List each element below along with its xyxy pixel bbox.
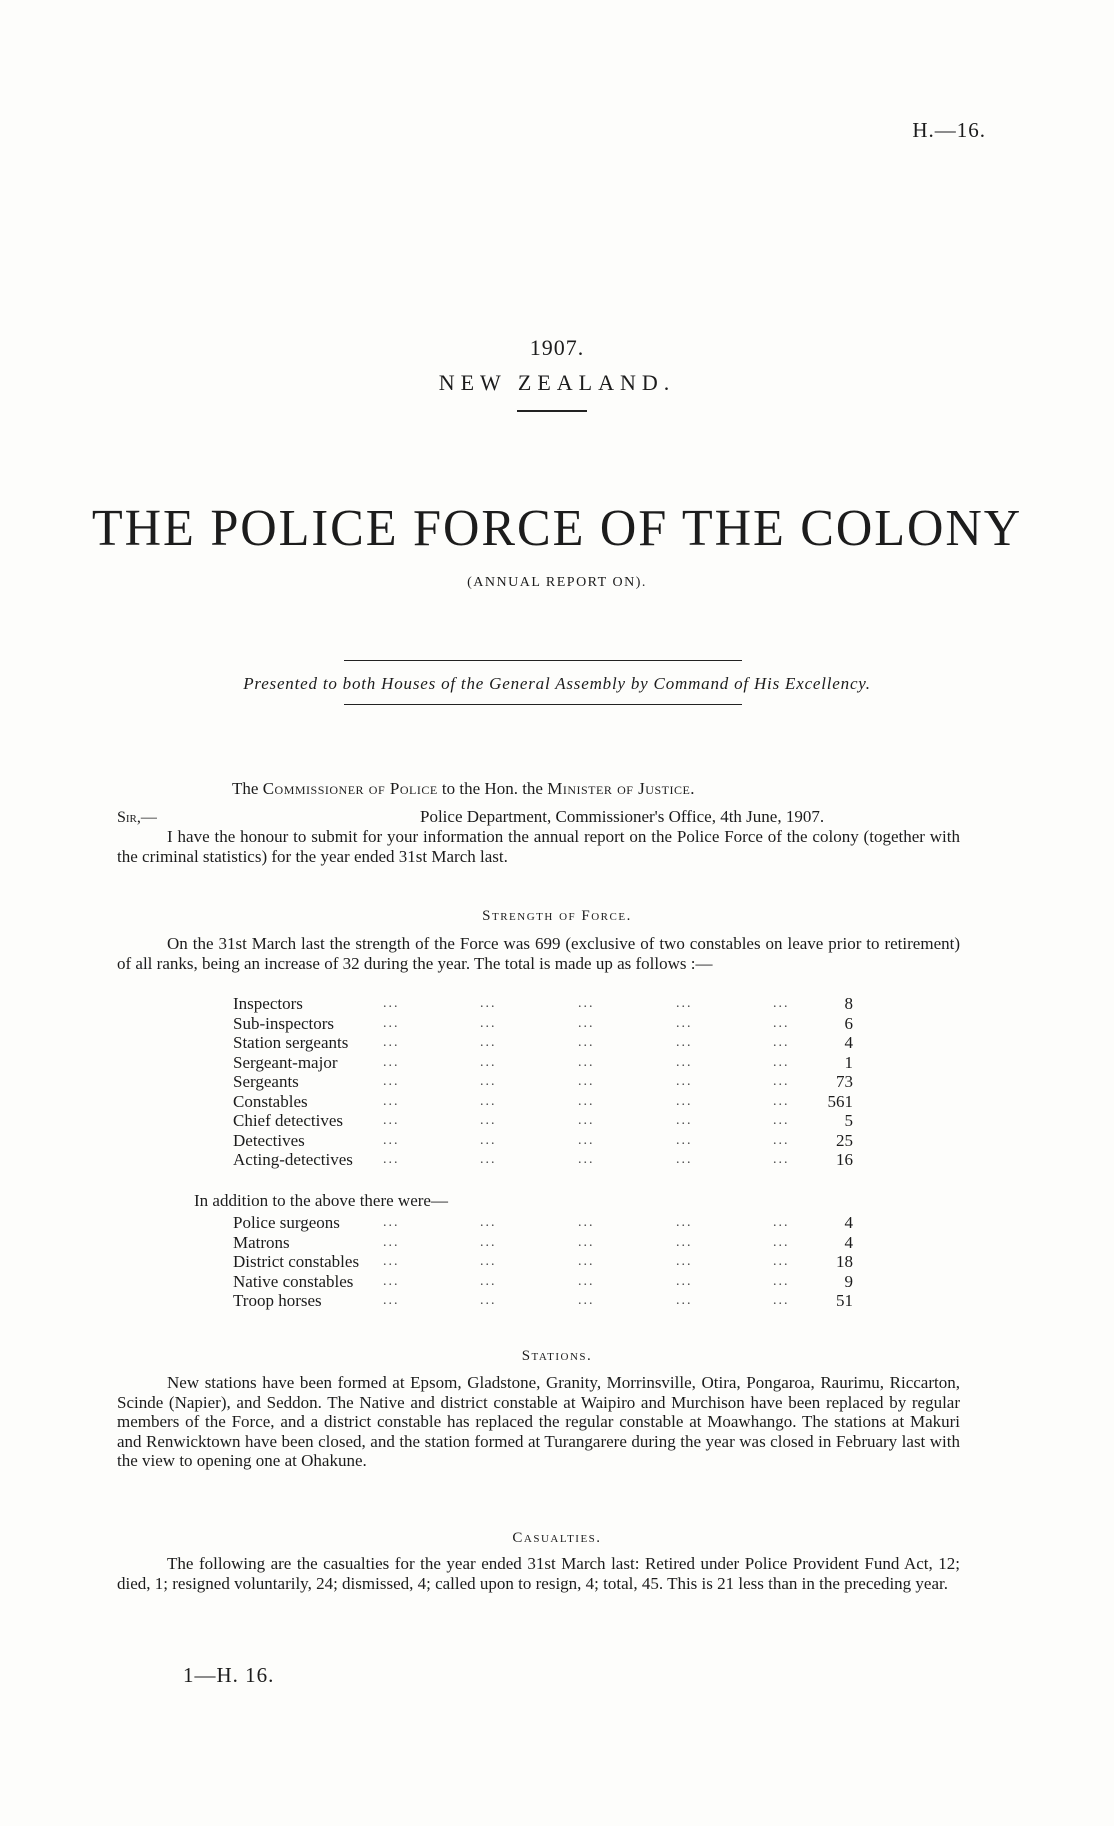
table-row: Inspectors ... ... ... ... ... 8 <box>233 994 853 1013</box>
letter-dateline: Police Department, Commissioner's Office, 4th June, 1907. <box>420 807 825 826</box>
stations-text: New stations have been formed at Epsom, Gladstone, Granity, Morrinsville, Otira, Pongaroa, Raurimu, Riccarton, Scinde (Napier), and Seddon. The Native and district constable at Waipiro and Murchison have been replaced by regular members of the Force, and a district constable has replaced the regular constable at Moawhango. The stations at Makuri and Renwicktown have been closed, and the station formed at Turangarere during the year was closed in February last with the view to opening one at Ohakune. <box>117 1373 960 1470</box>
addressee-part: The <box>232 779 263 798</box>
table-row: Sergeants ... ... ... ... ... 73 <box>233 1072 853 1091</box>
casualties-heading: Casualties. <box>512 1530 602 1546</box>
row-label: Sergeants <box>233 1072 299 1091</box>
page-reference: H.—16. <box>912 118 986 142</box>
row-label: Station sergeants <box>233 1033 349 1052</box>
presented-line: Presented to both Houses of the General Assembly by Command of His Excellency. <box>243 674 871 693</box>
row-label: Native constables <box>233 1271 354 1291</box>
table-row: Sub-inspectors ... ... ... ... ... 6 <box>233 1013 853 1033</box>
table-row: Native constables ... ... ... ... ... 9 <box>233 1271 853 1291</box>
row-value: 4 <box>844 1232 853 1252</box>
table-row: Constables ... ... ... ... ... 561 <box>233 1091 853 1111</box>
addressee-part: to the Hon. the <box>437 779 548 798</box>
addressee-recipient: Minister of Justice. <box>547 779 696 798</box>
row-label: Chief detectives <box>233 1111 343 1130</box>
row-label: Constables <box>233 1091 308 1111</box>
row-value: 5 <box>844 1111 853 1130</box>
table-row: Matrons ... ... ... ... ... 4 <box>233 1232 853 1252</box>
row-label: Police surgeons <box>233 1213 340 1232</box>
addition-text: In addition to the above there were— <box>194 1191 448 1210</box>
strength-table <box>233 994 853 1170</box>
row-label: Matrons <box>233 1232 290 1252</box>
row-label: District constables <box>233 1252 360 1271</box>
row-label: Sergeant-major <box>233 1052 338 1072</box>
row-value: 4 <box>844 1213 853 1232</box>
presented-rule-bottom <box>344 704 742 705</box>
table-row: District constables ... ... ... ... ... 18 <box>233 1252 853 1271</box>
report-title: THE POLICE FORCE OF THE COLONY <box>91 500 1023 557</box>
addition-table <box>233 1213 853 1311</box>
row-value: 1 <box>844 1052 853 1072</box>
report-subtitle: (ANNUAL REPORT ON). <box>467 575 647 590</box>
row-value: 9 <box>844 1271 853 1291</box>
title-divider <box>517 410 587 412</box>
stations-heading: Stations. <box>521 1348 593 1364</box>
row-value: 51 <box>836 1291 853 1310</box>
report-year: 1907. <box>529 335 585 360</box>
table-row: Sergeant-major ... ... ... ... ... 1 <box>233 1052 853 1072</box>
row-label: Detectives <box>233 1130 305 1150</box>
casualties-text: The following are the casualties for the year ended 31st March last: Retired under Police Provident Fund Act, 12; died, 1; resigned voluntarily, 24; dismissed, 4; called upon to resign, 4; total, 45. This is 21 less than in the preceding year. <box>117 1554 960 1593</box>
row-label: Troop horses <box>233 1291 322 1310</box>
strength-text: On the 31st March last the strength of the Force was 699 (exclusive of two constables on leave prior to retirement) of all ranks, being an increase of 32 during the year. The total is made up as follows :— <box>117 934 960 973</box>
row-value: 561 <box>827 1091 853 1111</box>
letter-addressee <box>232 779 695 799</box>
strength-heading: Strength of Force. <box>482 908 632 924</box>
addressee-sender: Commissioner of Police <box>262 779 438 798</box>
row-value: 73 <box>836 1072 853 1091</box>
table-row: Detectives ... ... ... ... ... 25 <box>233 1130 853 1150</box>
table-row: Station sergeants ... ... ... ... ... 4 <box>233 1033 853 1052</box>
footer-reference: 1—H. 16. <box>183 1663 275 1687</box>
row-value: 16 <box>836 1150 853 1169</box>
row-value: 6 <box>844 1013 853 1033</box>
row-value: 4 <box>844 1033 853 1052</box>
row-label: Inspectors <box>233 994 303 1013</box>
table-row: Police surgeons ... ... ... ... ... 4 <box>233 1213 853 1232</box>
table-row: Acting-detectives ... ... ... ... ... 16 <box>233 1150 853 1169</box>
table-row: Troop horses ... ... ... ... ... 51 <box>233 1291 853 1310</box>
row-label: Acting-detectives <box>233 1150 353 1169</box>
row-value: 18 <box>836 1252 853 1271</box>
row-value: 25 <box>836 1130 853 1150</box>
country-heading: NEW ZEALAND. <box>438 370 676 395</box>
letter-salutation: Sir,— <box>117 809 157 826</box>
row-value: 8 <box>844 994 853 1013</box>
presented-rule-top <box>344 660 742 661</box>
letter-intro: I have the honour to submit for your information the annual report on the Police Force of the colony (together with the criminal statistics) for the year ended 31st March last. <box>117 827 960 866</box>
table-row: Chief detectives ... ... ... ... ... 5 <box>233 1111 853 1130</box>
row-label: Sub-inspectors <box>233 1013 335 1033</box>
